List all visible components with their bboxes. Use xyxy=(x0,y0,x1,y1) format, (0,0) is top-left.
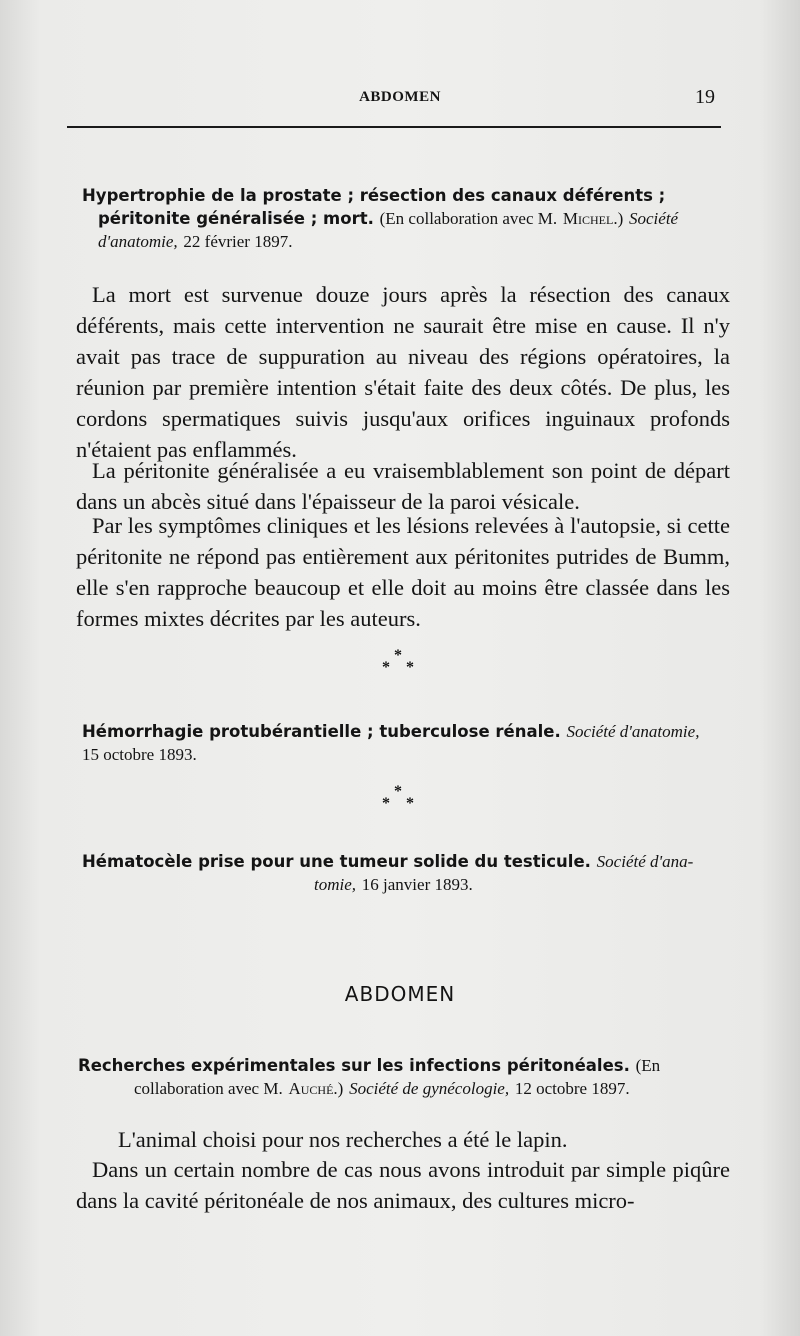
article4-collab-close: ) xyxy=(337,1079,344,1098)
article1-paragraph-1: La mort est survenue douze jours après la résection des canaux déférents, mais cette intervention ne saurait être mise en cause. Il n'y avait pas trace de suppuration au niveau des régions opératoires, la réunion par première intention s'était faite des deux côtés. De plus, les cordons spermatiques suivis jusqu'aux orifices inguinaux profonds n'étaient pas enflammés. xyxy=(76,282,730,462)
header-rule xyxy=(67,126,721,128)
article1-date: 22 février 1897. xyxy=(183,232,293,251)
article4-source: Société de gynécologie, xyxy=(349,1079,510,1098)
running-title: ABDOMEN xyxy=(359,89,441,105)
article3-source-part1: Société d'ana- xyxy=(596,852,694,871)
article4-collab-name: Auché. xyxy=(288,1079,338,1098)
article3-source-part2: tomie, xyxy=(314,875,357,894)
article4-paragraph-1: L'animal choisi pour nos recherches a été le lapin. xyxy=(118,1127,568,1152)
article1-source-part2: d'anatomie, xyxy=(98,232,178,251)
article1-collab-prefix: (En collaboration avec M. xyxy=(379,209,558,228)
article4-collab-prefix: collaboration avec M. xyxy=(134,1079,283,1098)
article1-paragraph-3: Par les symptômes cliniques et les lésions relevées à l'autopsie, si cette péritonite ne répond pas entièrement aux péritonites putrides de Bumm, elle s'en rapproche beaucoup et elle doit au moins être classée dans les formes mixtes décrites par les auteurs. xyxy=(76,513,730,631)
asterism-2: * * * xyxy=(382,783,414,812)
article2-source: Société d'anatomie, xyxy=(566,722,700,741)
article3-date: 16 janvier 1893. xyxy=(361,875,473,894)
article1-title-line2 xyxy=(82,207,722,230)
article1-source-part1: Société xyxy=(629,209,679,228)
article4-collab-open: (En xyxy=(635,1056,661,1075)
article4-title xyxy=(78,1054,728,1100)
article1-paragraph-2: La péritonite généralisée a eu vraisemblablement son point de départ dans un abcès situé dans l'épaisseur de la paroi vésicale. xyxy=(76,458,730,514)
article2-date: 15 octobre 1893. xyxy=(82,745,197,764)
article1-title-line1: Hypertrophie de la prostate ; résection des canaux déférents ; xyxy=(82,186,666,205)
article1-title-line3 xyxy=(82,230,722,253)
article4-paragraph-2: Dans un certain nombre de cas nous avons introduit par simple piqûre dans la cavité péritonéale de nos animaux, des cultures micro- xyxy=(76,1157,730,1213)
article1-collab-name: Michel. xyxy=(562,209,618,228)
article1-collab-suffix: ) xyxy=(617,209,624,228)
article4-title-text: Recherches expérimentales sur les infections péritonéales. xyxy=(78,1056,630,1075)
asterism-1: * * * xyxy=(382,647,414,676)
article1-title-bold: péritonite généralisée ; mort. xyxy=(98,209,374,228)
article1-title xyxy=(82,184,722,253)
article3-title xyxy=(82,850,728,896)
chapter-heading: ABDOMEN xyxy=(344,982,456,1006)
article2-title-text: Hémorrhagie protubérantielle ; tuberculose rénale. xyxy=(82,722,561,741)
article4-date: 12 octobre 1897. xyxy=(514,1079,630,1098)
page-number: 19 xyxy=(695,86,715,108)
article2-title xyxy=(82,720,728,766)
article3-title-text: Hématocèle prise pour une tumeur solide du testicule. xyxy=(82,852,591,871)
